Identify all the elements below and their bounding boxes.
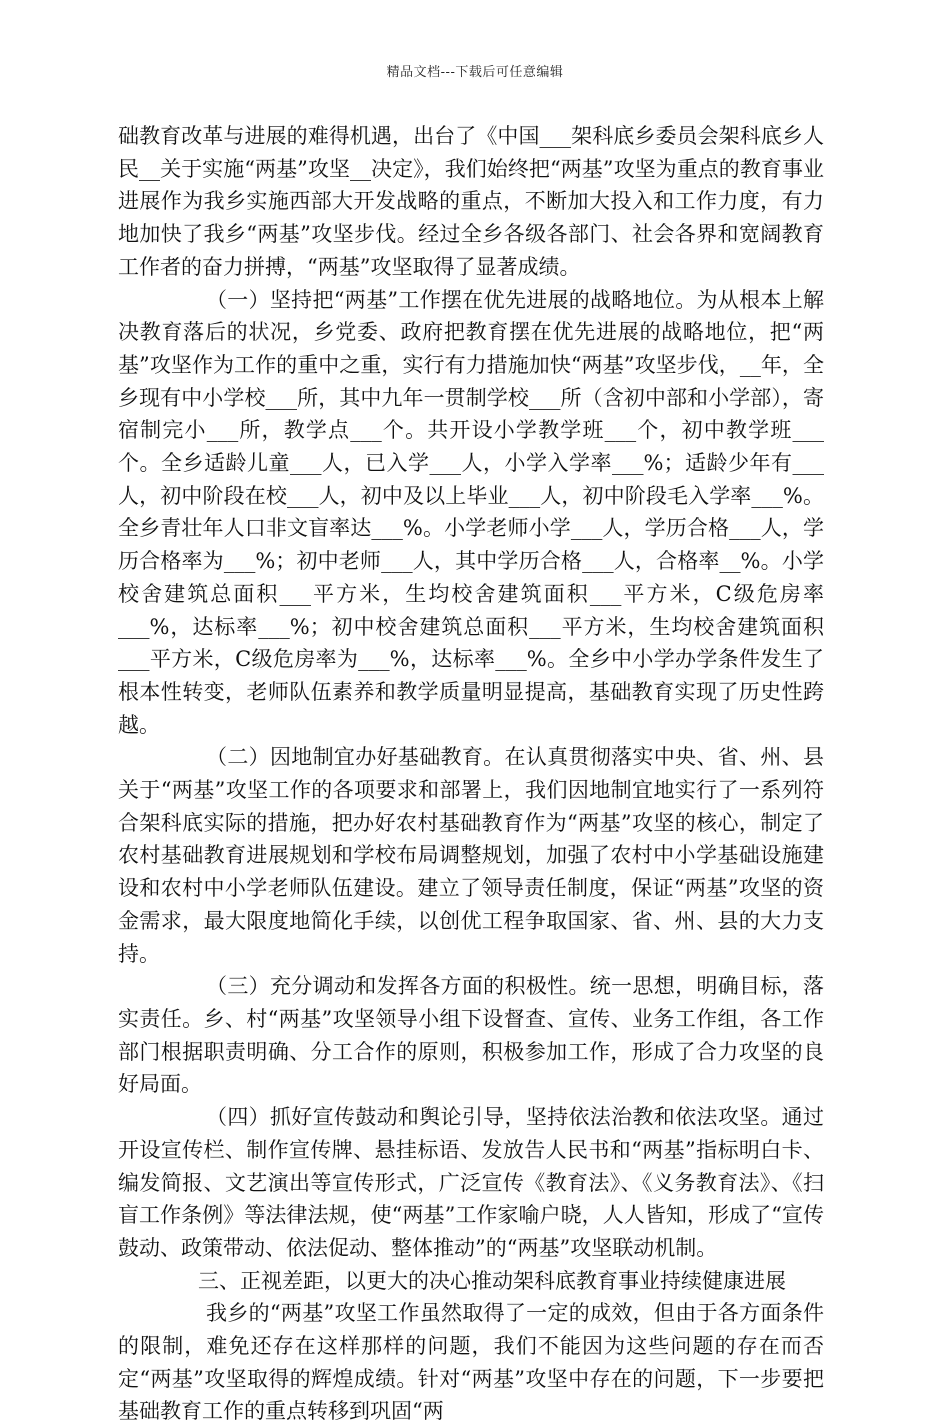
document-body — [118, 120, 824, 1428]
paragraph-section-3-body: 我乡的“两基”攻坚工作虽然取得了一定的成效，但由于各方面条件的限制，难免还存在这样那样的问题，我们不能因为这些问题的存在而否定“两基”攻坚取得的辉煌成绩。针对“两基”攻坚中存在的问题，下一步要把基础教育工作的重点转移到巩固“两 — [118, 1301, 824, 1424]
paragraph-section-1: （一）坚持把“两基”工作摆在优先进展的战略地位。为从根本上解决教育落后的状况，乡党委、政府把教育摆在优先进展的战略地位，把“两基”攻坚作为工作的重中之重，实行有力措施加快“两基”攻坚步伐，__年，全乡现有中小学校___所，其中九年一贯制学校___所（含初中部和小学部），寄宿制完小___所，教学点___个。共开设小学教学班___个，初中教学班___个。全乡适龄儿童___人，已入学___人，小学入学率___%；适龄少年有___人，初中阶段在校___人，初中及以上毕业___人，初中阶段毛入学率___%。全乡青壮年人口非文盲率达___%。小学老师小学___人，学历合格___人，学历合格率为___%；初中老师___人，其中学历合格___人，合格率__%。小学校舍建筑总面积___平方米，生均校舍建筑面积___平方米，C级危房率___%，达标率___%；初中校舍建筑总面积___平方米，生均校舍建筑面积___平方米，C级危房率为___%，达标率___%。全乡中小学办学条件发生了根本性转变，老师队伍素养和教学质量明显提高，基础教育实现了历史性跨越。 — [118, 287, 824, 737]
section-heading-3: 三、正视差距，以更大的决心推动架科底教育事业持续健康进展 — [198, 1268, 786, 1293]
paragraph-section-3: （三）充分调动和发挥各方面的积极性。统一思想，明确目标，落实责任。乡、村“两基”攻坚领导小组下设督查、宣传、业务工作组，各工作部门根据职责明确、分工合作的原则，积极参加工作，形成了合力攻坚的良好局面。 — [118, 974, 824, 1097]
paragraph-section-2: （二）因地制宜办好基础教育。在认真贯彻落实中央、省、州、县关于“两基”攻坚工作的各项要求和部署上，我们因地制宜地实行了一系列符合架科底实际的措施，把办好农村基础教育作为“两基”攻坚的核心，制定了农村基础教育进展规划和学校布局调整规划，加强了农村中小学基础设施建设和农村中小学老师队伍建设。建立了领导责任制度，保证“两基”攻坚的资金需求，最大限度地简化手续，以创优工程争取国家、省、州、县的大力支持。 — [118, 745, 824, 966]
paragraph-intro-continuation: 础教育改革与进展的难得机遇，出台了《中国___架科底乡委员会架科底乡人民__关于实施“两基”攻坚__决定》，我们始终把“两基”攻坚为重点的教育事业进展作为我乡实施西部大开发战略的重点，不断加大投入和工作力度，有力地加快了我乡“两基”攻坚步伐。经过全乡各级各部门、社会各界和宽阔教育工作者的奋力拼搏，“两基”攻坚取得了显著成绩。 — [118, 124, 824, 279]
page-header: 精品文档---下载后可任意编辑 — [386, 65, 564, 80]
paragraph-section-4: （四）抓好宣传鼓动和舆论引导，坚持依法治教和依法攻坚。通过开设宣传栏、制作宣传牌、悬挂标语、发放告人民书和“两基”指标明白卡、编发简报、文艺演出等宣传形式，广泛宣传《教育法》、《义务教育法》、《扫盲工作条例》等法律法规，使“两基”工作家喻户晓，人人皆知，形成了“宣传鼓动、政策带动、依法促动、整体推动”的“两基”攻坚联动机制。 — [118, 1105, 824, 1260]
